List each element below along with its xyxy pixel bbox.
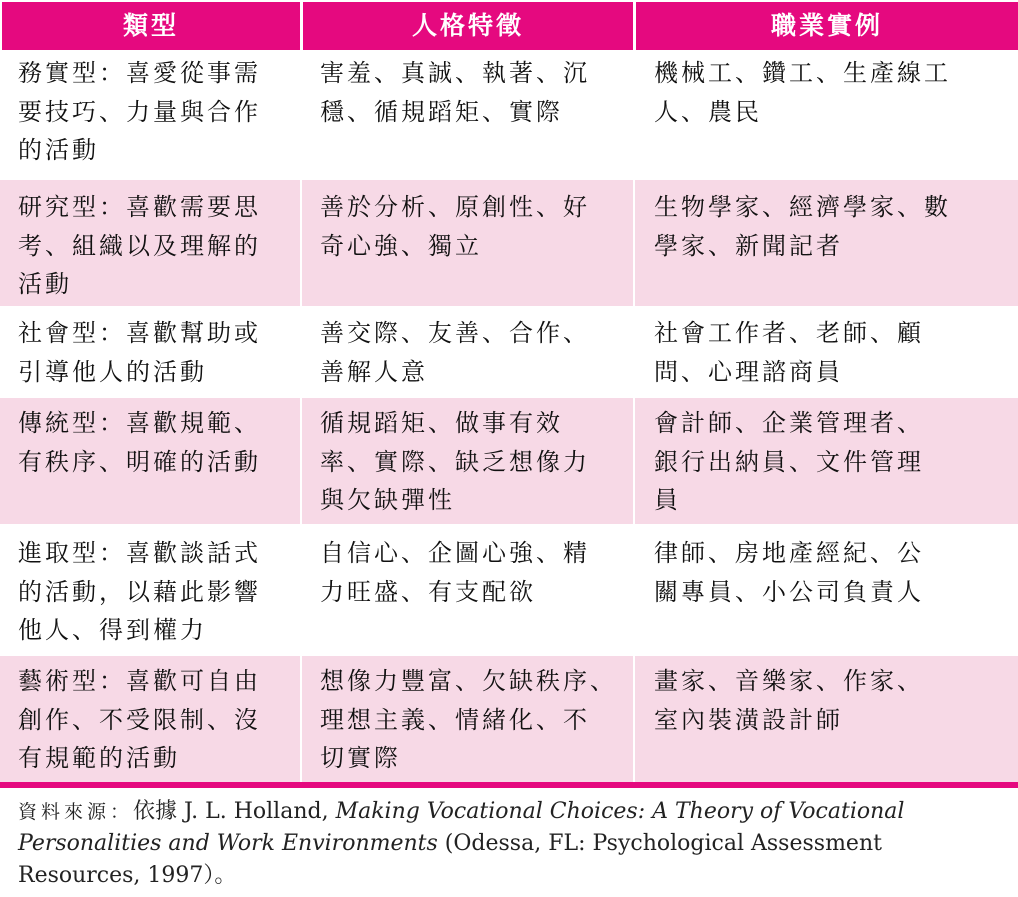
table-bottom-rule	[0, 782, 1018, 788]
table-row	[0, 528, 1018, 652]
source-label: 資料來源：	[18, 801, 134, 823]
cell-type: 研究型：喜歡需要思 考、組織以及理解的 活動	[18, 193, 261, 298]
source-note	[18, 796, 1008, 892]
cell-type: 傳統型：喜歡規範、 有秩序、明確的活動	[18, 409, 261, 476]
header-traits: 人格特徵	[303, 2, 633, 50]
source-prefix: 依據 J. L. Holland,	[133, 799, 336, 824]
cell-traits: 害羞、真誠、執著、沉 穩、循規蹈矩、實際	[320, 59, 590, 126]
cell-traits: 想像力豐富、欠缺秩序、 理想主義、情緒化、不 切實際	[320, 667, 617, 772]
header-type: 類型	[2, 2, 300, 50]
cell-traits: 善交際、友善、合作、 善解人意	[320, 319, 590, 386]
source-title: Making Vocational Choices: A Theory of Vocational Personalities and Work Environments	[18, 799, 905, 856]
cell-jobs: 社會工作者、老師、顧 問、心理諮商員	[654, 319, 924, 386]
table-row	[0, 398, 1018, 524]
cell-traits: 善於分析、原創性、好 奇心強、獨立	[320, 193, 590, 260]
source-suffix: (Odessa, FL: Psychological Assessment Resources, 1997）。	[18, 831, 882, 888]
header-jobs: 職業實例	[636, 2, 1018, 50]
table-row	[0, 310, 1018, 396]
cell-jobs: 會計師、企業管理者、 銀行出納員、文件管理 員	[654, 409, 924, 514]
cell-type: 藝術型：喜歡可自由 創作、不受限制、沒 有規範的活動	[18, 667, 261, 772]
cell-type: 進取型：喜歡談話式 的活動，以藉此影響 他人、得到權力	[18, 539, 261, 644]
cell-traits: 循規蹈矩、做事有效 率、實際、缺乏想像力 與欠缺彈性	[320, 409, 590, 514]
cell-type: 社會型：喜歡幫助或 引導他人的活動	[18, 319, 261, 386]
table-row	[0, 54, 1018, 176]
cell-jobs: 律師、房地產經紀、公 關專員、小公司負責人	[654, 539, 924, 606]
column-divider	[633, 54, 635, 782]
cell-jobs: 生物學家、經濟學家、數 學家、新聞記者	[654, 193, 951, 260]
table-row	[0, 180, 1018, 306]
table-row	[0, 656, 1018, 782]
column-divider	[300, 54, 302, 782]
cell-type: 務實型：喜愛從事需 要技巧、力量與合作 的活動	[18, 59, 261, 164]
cell-jobs: 機械工、鑽工、生產線工 人、農民	[654, 59, 951, 126]
cell-traits: 自信心、企圖心強、精 力旺盛、有支配欲	[320, 539, 590, 606]
cell-jobs: 畫家、音樂家、作家、 室內裝潢設計師	[654, 667, 924, 734]
